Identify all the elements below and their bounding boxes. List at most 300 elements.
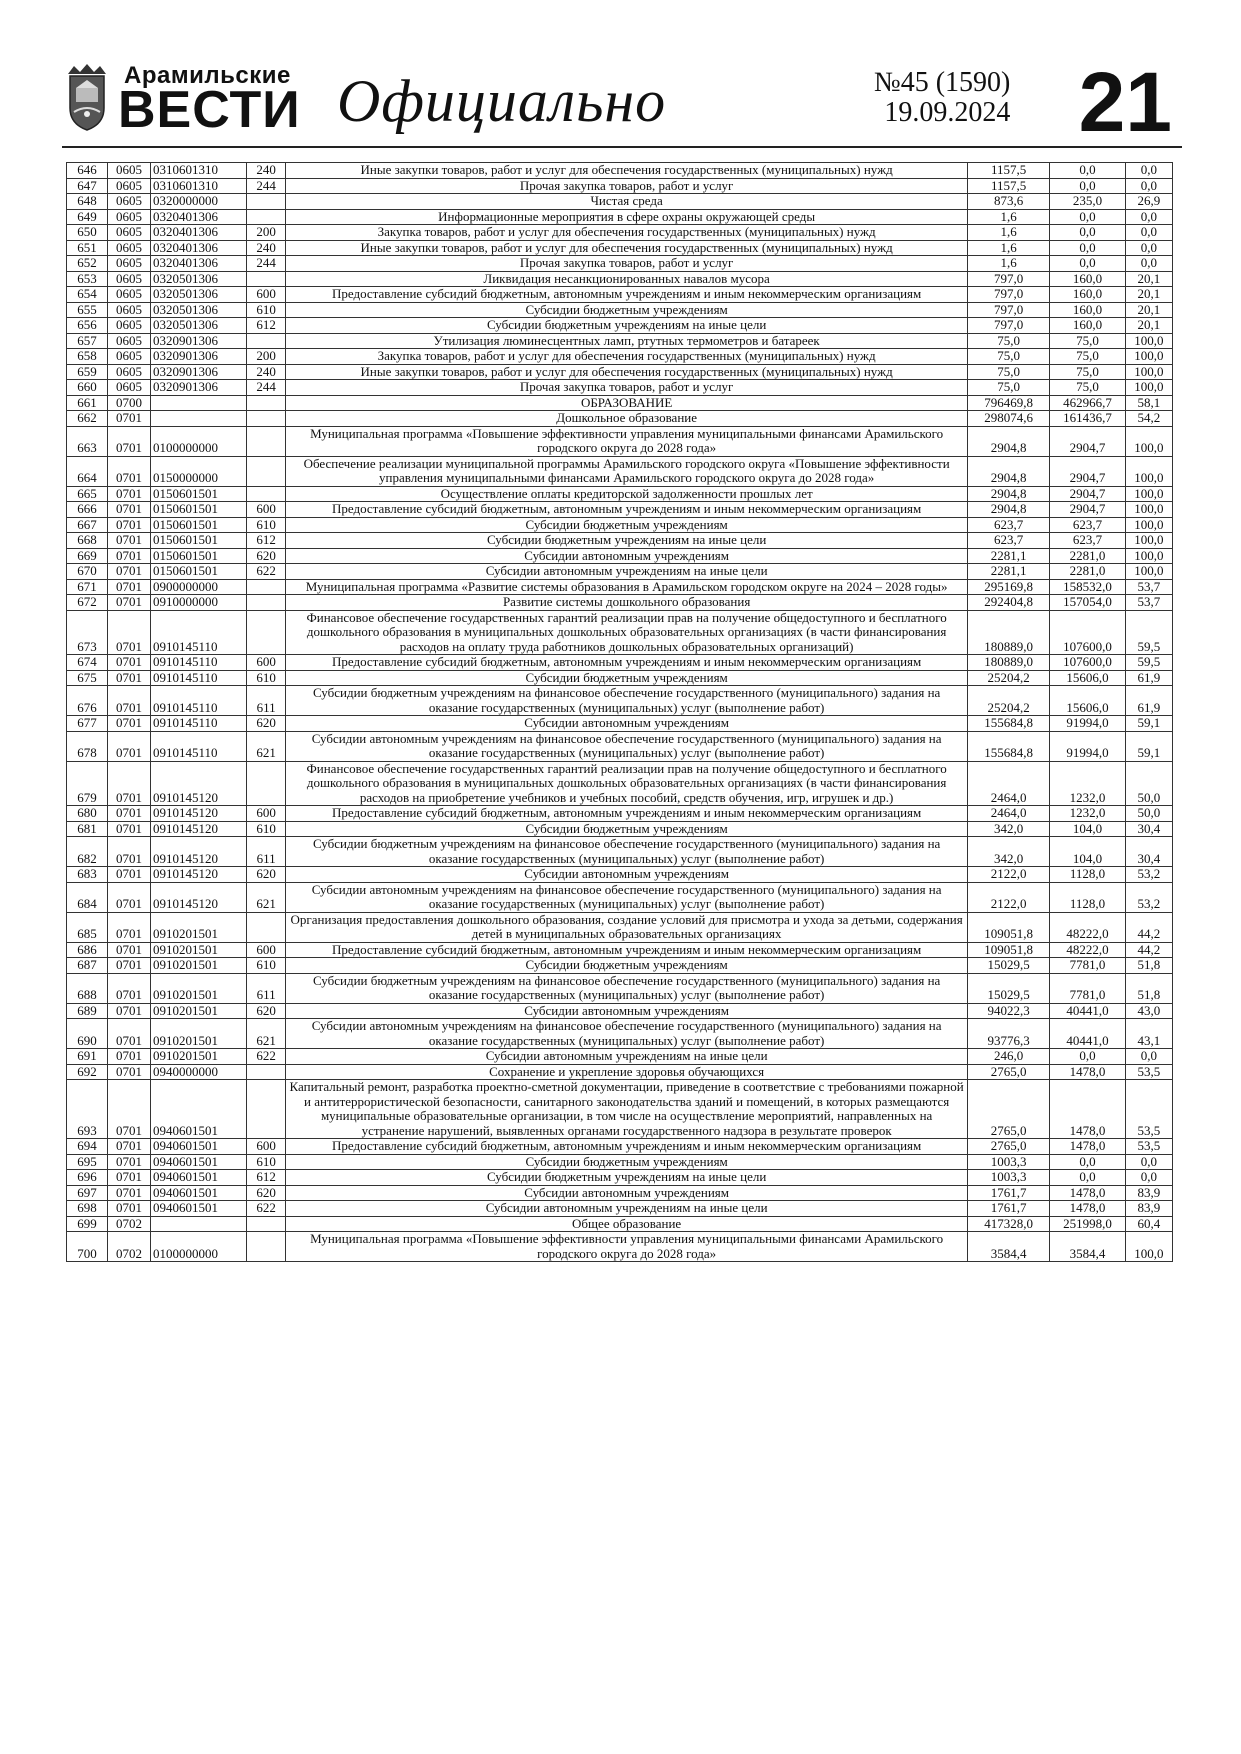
description-cell: Субсидии автономным учреждениям [286,1003,968,1019]
table-row [67,731,1173,761]
issue-number: №45 (1590) [874,67,1011,98]
percent-cell: 26,9 [1125,194,1172,210]
executed-amount-cell: 158532,0 [1050,579,1126,595]
planned-amount-cell: 93776,3 [968,1019,1050,1049]
section-code-cell: 0701 [107,821,150,837]
issue-info [874,68,1010,128]
target-article-cell [150,395,246,411]
planned-amount-cell: 2904,8 [968,456,1050,486]
section-code-cell: 0605 [107,240,150,256]
executed-amount-cell: 0,0 [1050,1170,1126,1186]
description-cell: Прочая закупка товаров, работ и услуг [286,256,968,272]
description-cell: Муниципальная программа «Повышение эффективности управления муниципальными финансами Арамильского городского округа до 2028 года» [286,1232,968,1262]
percent-cell: 100,0 [1125,548,1172,564]
executed-amount-cell: 623,7 [1050,533,1126,549]
row-number-cell: 688 [67,973,108,1003]
section-code-cell: 0701 [107,486,150,502]
table-row [67,163,1173,179]
table-row [67,302,1173,318]
executed-amount-cell: 75,0 [1050,364,1126,380]
percent-cell: 100,0 [1125,564,1172,580]
row-number-cell: 665 [67,486,108,502]
table-row [67,1003,1173,1019]
description-cell: Муниципальная программа «Повышение эффективности управления муниципальными финансами Арамильского городского округа до 2028 года» [286,426,968,456]
section-code-cell: 0701 [107,761,150,806]
expense-type-cell: 620 [247,1003,286,1019]
planned-amount-cell: 180889,0 [968,655,1050,671]
expense-type-cell: 600 [247,942,286,958]
table-row [67,1139,1173,1155]
expense-type-cell: 244 [247,178,286,194]
description-cell: Субсидии бюджетным учреждениям на иные цели [286,1170,968,1186]
executed-amount-cell: 2281,0 [1050,564,1126,580]
planned-amount-cell: 155684,8 [968,731,1050,761]
target-article-cell: 0940601501 [150,1201,246,1217]
target-article-cell: 0150601501 [150,533,246,549]
target-article-cell: 0320401306 [150,256,246,272]
target-article-cell [150,411,246,427]
row-number-cell: 655 [67,302,108,318]
target-article-cell: 0910201501 [150,973,246,1003]
table-row [67,395,1173,411]
row-number-cell: 668 [67,533,108,549]
section-code-cell: 0701 [107,882,150,912]
target-article-cell: 0150601501 [150,517,246,533]
percent-cell: 83,9 [1125,1185,1172,1201]
table-row [67,958,1173,974]
row-number-cell: 664 [67,456,108,486]
section-code-cell: 0701 [107,579,150,595]
expense-type-cell: 620 [247,867,286,883]
executed-amount-cell: 40441,0 [1050,1019,1126,1049]
section-code-cell: 0700 [107,395,150,411]
description-cell: Предоставление субсидий бюджетным, автономным учреждениям и иным некоммерческим организациям [286,655,968,671]
section-code-cell: 0701 [107,1170,150,1186]
description-cell: Предоставление субсидий бюджетным, автономным учреждениям и иным некоммерческим организациям [286,287,968,303]
row-number-cell: 667 [67,517,108,533]
section-code-cell: 0701 [107,1080,150,1139]
table-row [67,1216,1173,1232]
percent-cell: 53,2 [1125,867,1172,883]
row-number-cell: 661 [67,395,108,411]
row-number-cell: 680 [67,806,108,822]
target-article-cell: 0910145110 [150,716,246,732]
percent-cell: 100,0 [1125,456,1172,486]
expense-type-cell: 622 [247,1049,286,1065]
target-article-cell: 0940601501 [150,1080,246,1139]
row-number-cell: 683 [67,867,108,883]
target-article-cell: 0320501306 [150,318,246,334]
target-article-cell: 0910145110 [150,655,246,671]
target-article-cell: 0320401306 [150,225,246,241]
row-number-cell: 669 [67,548,108,564]
section-code-cell: 0701 [107,548,150,564]
row-number-cell: 692 [67,1064,108,1080]
row-number-cell: 681 [67,821,108,837]
table-row [67,486,1173,502]
percent-cell: 43,1 [1125,1019,1172,1049]
planned-amount-cell: 2765,0 [968,1139,1050,1155]
percent-cell: 0,0 [1125,256,1172,272]
description-cell: Субсидии автономным учреждениям на финансовое обеспечение государственного (муниципального) задания на оказание государственных (муниципальных) услуг (выполнение работ) [286,1019,968,1049]
target-article-cell [150,1216,246,1232]
executed-amount-cell: 15606,0 [1050,670,1126,686]
target-article-cell: 0940601501 [150,1139,246,1155]
percent-cell: 0,0 [1125,178,1172,194]
percent-cell: 0,0 [1125,209,1172,225]
expense-type-cell: 244 [247,256,286,272]
description-cell: Муниципальная программа «Развитие системы образования в Арамильском городском округе на 2024 – 2028 годы» [286,579,968,595]
percent-cell: 51,8 [1125,958,1172,974]
row-number-cell: 673 [67,610,108,655]
section-code-cell: 0701 [107,456,150,486]
percent-cell: 53,7 [1125,595,1172,611]
planned-amount-cell: 109051,8 [968,942,1050,958]
row-number-cell: 662 [67,411,108,427]
target-article-cell: 0910145120 [150,867,246,883]
table-row [67,1064,1173,1080]
percent-cell: 53,7 [1125,579,1172,595]
target-article-cell: 0900000000 [150,579,246,595]
target-article-cell: 0320401306 [150,240,246,256]
table-row [67,716,1173,732]
expense-type-cell: 621 [247,731,286,761]
table-row [67,517,1173,533]
target-article-cell: 0150601501 [150,564,246,580]
description-cell: Субсидии автономным учреждениям на иные цели [286,1201,968,1217]
target-article-cell: 0150601501 [150,548,246,564]
section-code-cell: 0701 [107,1019,150,1049]
executed-amount-cell: 1478,0 [1050,1139,1126,1155]
percent-cell: 53,5 [1125,1080,1172,1139]
percent-cell: 0,0 [1125,240,1172,256]
description-cell: Субсидии бюджетным учреждениям [286,517,968,533]
row-number-cell: 693 [67,1080,108,1139]
executed-amount-cell: 75,0 [1050,380,1126,396]
expense-type-cell: 622 [247,564,286,580]
planned-amount-cell: 2464,0 [968,806,1050,822]
budget-table [66,162,1173,1262]
percent-cell: 61,9 [1125,686,1172,716]
planned-amount-cell: 15029,5 [968,958,1050,974]
executed-amount-cell: 1478,0 [1050,1080,1126,1139]
description-cell: ОБРАЗОВАНИЕ [286,395,968,411]
expense-type-cell: 610 [247,517,286,533]
executed-amount-cell: 623,7 [1050,517,1126,533]
table-row [67,411,1173,427]
planned-amount-cell: 298074,6 [968,411,1050,427]
percent-cell: 0,0 [1125,1049,1172,1065]
row-number-cell: 657 [67,333,108,349]
section-code-cell: 0701 [107,731,150,761]
executed-amount-cell: 107600,0 [1050,610,1126,655]
planned-amount-cell: 2281,1 [968,564,1050,580]
row-number-cell: 691 [67,1049,108,1065]
percent-cell: 50,0 [1125,806,1172,822]
row-number-cell: 696 [67,1170,108,1186]
page-number: 21 [1078,55,1172,149]
page-header [62,55,1182,149]
executed-amount-cell: 104,0 [1050,837,1126,867]
table-row [67,686,1173,716]
planned-amount-cell: 1,6 [968,225,1050,241]
expense-type-cell [247,595,286,611]
target-article-cell: 0320901306 [150,380,246,396]
expense-type-cell: 600 [247,502,286,518]
target-article-cell: 0320901306 [150,364,246,380]
planned-amount-cell: 797,0 [968,318,1050,334]
description-cell: Общее образование [286,1216,968,1232]
table-row [67,287,1173,303]
target-article-cell: 0320401306 [150,209,246,225]
expense-type-cell: 240 [247,240,286,256]
executed-amount-cell: 1128,0 [1050,867,1126,883]
expense-type-cell [247,456,286,486]
table-row [67,1154,1173,1170]
planned-amount-cell: 1157,5 [968,178,1050,194]
table-row [67,806,1173,822]
executed-amount-cell: 0,0 [1050,256,1126,272]
percent-cell: 44,2 [1125,912,1172,942]
planned-amount-cell: 2464,0 [968,761,1050,806]
percent-cell: 100,0 [1125,333,1172,349]
table-row [67,178,1173,194]
budget-table-body [67,163,1173,1262]
description-cell: Ликвидация несанкционированных навалов мусора [286,271,968,287]
expense-type-cell [247,1064,286,1080]
section-code-cell: 0702 [107,1232,150,1262]
planned-amount-cell: 417328,0 [968,1216,1050,1232]
row-number-cell: 685 [67,912,108,942]
table-row [67,194,1173,210]
planned-amount-cell: 109051,8 [968,912,1050,942]
target-article-cell: 0320501306 [150,287,246,303]
description-cell: Иные закупки товаров, работ и услуг для обеспечения государственных (муниципальных) нужд [286,240,968,256]
section-code-cell: 0701 [107,1185,150,1201]
percent-cell: 20,1 [1125,318,1172,334]
executed-amount-cell: 91994,0 [1050,716,1126,732]
executed-amount-cell: 2281,0 [1050,548,1126,564]
target-article-cell: 0910145120 [150,882,246,912]
expense-type-cell: 611 [247,837,286,867]
executed-amount-cell: 2904,7 [1050,502,1126,518]
row-number-cell: 648 [67,194,108,210]
description-cell: Закупка товаров, работ и услуг для обеспечения государственных (муниципальных) нужд [286,349,968,365]
description-cell: Предоставление субсидий бюджетным, автономным учреждениям и иным некоммерческим организациям [286,942,968,958]
description-cell: Субсидии бюджетным учреждениям на финансовое обеспечение государственного (муниципального) задания на оказание государственных (муниципальных) услуг (выполнение работ) [286,837,968,867]
executed-amount-cell: 1478,0 [1050,1185,1126,1201]
executed-amount-cell: 48222,0 [1050,942,1126,958]
table-row [67,1232,1173,1262]
description-cell: Информационные мероприятия в сфере охраны окружающей среды [286,209,968,225]
percent-cell: 20,1 [1125,287,1172,303]
section-code-cell: 0701 [107,411,150,427]
planned-amount-cell: 797,0 [968,302,1050,318]
executed-amount-cell: 91994,0 [1050,731,1126,761]
description-cell: Прочая закупка товаров, работ и услуг [286,380,968,396]
section-code-cell: 0701 [107,426,150,456]
expense-type-cell [247,209,286,225]
table-row [67,426,1173,456]
section-code-cell: 0701 [107,973,150,1003]
percent-cell: 100,0 [1125,364,1172,380]
percent-cell: 100,0 [1125,1232,1172,1262]
description-cell: Предоставление субсидий бюджетным, автономным учреждениям и иным некоммерческим организациям [286,1139,968,1155]
target-article-cell: 0320901306 [150,349,246,365]
row-number-cell: 659 [67,364,108,380]
description-cell: Дошкольное образование [286,411,968,427]
row-number-cell: 676 [67,686,108,716]
percent-cell: 50,0 [1125,761,1172,806]
executed-amount-cell: 1128,0 [1050,882,1126,912]
expense-type-cell: 620 [247,716,286,732]
percent-cell: 100,0 [1125,349,1172,365]
target-article-cell: 0910145120 [150,806,246,822]
section-code-cell: 0701 [107,533,150,549]
expense-type-cell [247,579,286,595]
expense-type-cell: 600 [247,1139,286,1155]
planned-amount-cell: 797,0 [968,287,1050,303]
expense-type-cell: 610 [247,302,286,318]
expense-type-cell: 244 [247,380,286,396]
percent-cell: 100,0 [1125,517,1172,533]
percent-cell: 100,0 [1125,502,1172,518]
expense-type-cell: 611 [247,686,286,716]
target-article-cell: 0940601501 [150,1170,246,1186]
description-cell: Иные закупки товаров, работ и услуг для обеспечения государственных (муниципальных) нужд [286,364,968,380]
percent-cell: 58,1 [1125,395,1172,411]
target-article-cell: 0310601310 [150,163,246,179]
expense-type-cell: 621 [247,1019,286,1049]
executed-amount-cell: 251998,0 [1050,1216,1126,1232]
planned-amount-cell: 873,6 [968,194,1050,210]
target-article-cell: 0320901306 [150,333,246,349]
executed-amount-cell: 160,0 [1050,302,1126,318]
percent-cell: 20,1 [1125,271,1172,287]
row-number-cell: 656 [67,318,108,334]
description-cell: Иные закупки товаров, работ и услуг для обеспечения государственных (муниципальных) нужд [286,163,968,179]
row-number-cell: 666 [67,502,108,518]
description-cell: Субсидии автономным учреждениям на иные цели [286,1049,968,1065]
table-row [67,364,1173,380]
percent-cell: 100,0 [1125,426,1172,456]
planned-amount-cell: 2904,8 [968,502,1050,518]
expense-type-cell [247,271,286,287]
executed-amount-cell: 0,0 [1050,225,1126,241]
row-number-cell: 654 [67,287,108,303]
description-cell: Предоставление субсидий бюджетным, автономным учреждениям и иным некоммерческим организациям [286,502,968,518]
section-code-cell: 0605 [107,349,150,365]
planned-amount-cell: 1761,7 [968,1185,1050,1201]
description-cell: Капитальный ремонт, разработка проектно-сметной документации, приведение в соответствие с требованиями пожарной и антитеррористической безопасности, санитарного законодательства зданий и помещений, в которых размещаются муниципальные образовательные организации, в том числе на осуществление мероприятий, направленных на устранение нарушений, выявленных органами государственного надзора в результате проверок [286,1080,968,1139]
table-row [67,579,1173,595]
table-row [67,837,1173,867]
planned-amount-cell: 2765,0 [968,1080,1050,1139]
section-code-cell: 0701 [107,958,150,974]
expense-type-cell: 612 [247,1170,286,1186]
table-row [67,942,1173,958]
expense-type-cell: 200 [247,225,286,241]
row-number-cell: 684 [67,882,108,912]
section-code-cell: 0701 [107,610,150,655]
description-cell: Субсидии бюджетным учреждениям [286,958,968,974]
table-row [67,1019,1173,1049]
percent-cell: 61,9 [1125,670,1172,686]
percent-cell: 20,1 [1125,302,1172,318]
target-article-cell: 0940000000 [150,1064,246,1080]
section-code-cell: 0701 [107,517,150,533]
executed-amount-cell: 160,0 [1050,287,1126,303]
table-row [67,564,1173,580]
section-code-cell: 0702 [107,1216,150,1232]
expense-type-cell [247,333,286,349]
percent-cell: 30,4 [1125,837,1172,867]
row-number-cell: 652 [67,256,108,272]
target-article-cell: 0910145120 [150,821,246,837]
table-row [67,670,1173,686]
planned-amount-cell: 1003,3 [968,1154,1050,1170]
table-row [67,1201,1173,1217]
description-cell: Субсидии автономным учреждениям [286,867,968,883]
expense-type-cell: 600 [247,655,286,671]
table-row [67,882,1173,912]
description-cell: Субсидии бюджетным учреждениям на иные цели [286,533,968,549]
target-article-cell: 0100000000 [150,426,246,456]
target-article-cell: 0910145110 [150,610,246,655]
executed-amount-cell: 161436,7 [1050,411,1126,427]
planned-amount-cell: 155684,8 [968,716,1050,732]
executed-amount-cell: 160,0 [1050,318,1126,334]
description-cell: Осуществление оплаты кредиторской задолженности прошлых лет [286,486,968,502]
expense-type-cell: 611 [247,973,286,1003]
row-number-cell: 671 [67,579,108,595]
executed-amount-cell: 7781,0 [1050,973,1126,1003]
section-code-cell: 0701 [107,1049,150,1065]
expense-type-cell [247,395,286,411]
description-cell: Субсидии бюджетным учреждениям [286,1154,968,1170]
planned-amount-cell: 342,0 [968,821,1050,837]
expense-type-cell [247,610,286,655]
table-row [67,610,1173,655]
section-code-cell: 0605 [107,287,150,303]
target-article-cell: 0910201501 [150,1049,246,1065]
planned-amount-cell: 2904,8 [968,486,1050,502]
percent-cell: 53,5 [1125,1139,1172,1155]
description-cell: Субсидии автономным учреждениям на финансовое обеспечение государственного (муниципального) задания на оказание государственных (муниципальных) услуг (выполнение работ) [286,731,968,761]
description-cell: Субсидии бюджетным учреждениям [286,670,968,686]
section-code-cell: 0701 [107,942,150,958]
row-number-cell: 674 [67,655,108,671]
row-number-cell: 675 [67,670,108,686]
expense-type-cell [247,1216,286,1232]
expense-type-cell: 621 [247,882,286,912]
description-cell: Чистая среда [286,194,968,210]
target-article-cell: 0910201501 [150,942,246,958]
description-cell: Субсидии бюджетным учреждениям на иные цели [286,318,968,334]
target-article-cell: 0910145110 [150,686,246,716]
executed-amount-cell: 1232,0 [1050,761,1126,806]
expense-type-cell [247,426,286,456]
planned-amount-cell: 1761,7 [968,1201,1050,1217]
logo-top-text: Арамильские [124,62,291,89]
row-number-cell: 647 [67,178,108,194]
target-article-cell: 0910000000 [150,595,246,611]
executed-amount-cell: 462966,7 [1050,395,1126,411]
expense-type-cell: 622 [247,1201,286,1217]
table-row [67,973,1173,1003]
planned-amount-cell: 3584,4 [968,1232,1050,1262]
row-number-cell: 694 [67,1139,108,1155]
